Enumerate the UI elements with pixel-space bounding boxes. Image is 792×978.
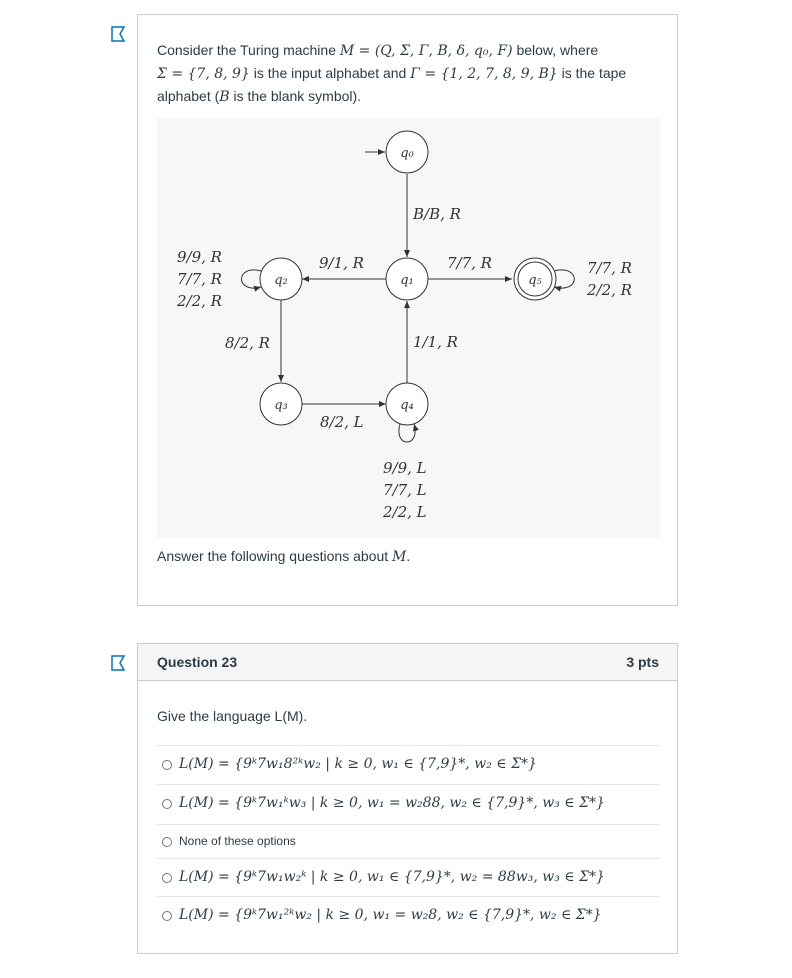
- answer-intro-segment: Answer the following questions about: [157, 548, 393, 564]
- question-card: [137, 643, 678, 954]
- turing-machine-diagram: [157, 118, 660, 538]
- radio-button[interactable]: [162, 760, 172, 770]
- intro-text-segment: below, where: [512, 42, 599, 58]
- state-q2-label: q₂: [274, 273, 288, 288]
- intro-text-segment: is the tape: [557, 65, 627, 81]
- answer-option-label: L(M) = {9ᵏ7w₁w₂ᵏ | k ≥ 0, w₁ ∈ {7,9}*, w₂ = 88w₃, w₃ ∈ Σ*}: [179, 869, 605, 885]
- answer-option[interactable]: [157, 784, 660, 824]
- intro-text: [157, 39, 657, 108]
- tape-alphabet: Γ = {1, 2, 7, 8, 9, B}: [410, 66, 558, 82]
- question-header: [138, 644, 677, 681]
- intro-text-segment: is the input alphabet and: [249, 65, 411, 81]
- answer-intro-segment: .: [406, 548, 411, 564]
- label-q5-loop: 2/2, R: [587, 281, 632, 299]
- radio-button[interactable]: [162, 837, 172, 847]
- label-q0-q1: B/B, R: [413, 205, 461, 223]
- machine-symbol: M: [392, 549, 407, 565]
- state-q3: [260, 383, 302, 425]
- bookmark-flag-icon[interactable]: [110, 655, 126, 671]
- label-q4-q1: 1/1, R: [413, 333, 458, 351]
- input-alphabet: Σ = {7, 8, 9}: [157, 66, 250, 82]
- state-q3-label: q₃: [274, 398, 288, 413]
- answer-option[interactable]: [157, 824, 660, 858]
- state-q5-label: q₅: [528, 273, 542, 288]
- answer-option-label: L(M) = {9ᵏ7w₁ᵏw₃ | k ≥ 0, w₁ = w₂88, w₂ ∈ {7,9}*, w₃ ∈ Σ*}: [179, 795, 605, 811]
- label-q4-loop: 9/9, L: [383, 459, 427, 477]
- label-q3-q4: 8/2, L: [320, 413, 364, 431]
- state-q4-label: q₄: [400, 398, 414, 413]
- intro-text-segment: Consider the Turing machine: [157, 42, 340, 58]
- label-q5-loop: 7/7, R: [587, 259, 632, 277]
- answer-option[interactable]: [157, 858, 660, 896]
- intro-text-segment: alphabet (: [157, 88, 220, 104]
- loop-q2: [242, 270, 262, 288]
- intro-text-segment: is the blank symbol).: [229, 88, 362, 104]
- state-q4: [386, 383, 428, 425]
- answer-option[interactable]: [157, 745, 660, 784]
- machine-definition: M = (Q, Σ, Γ, B, δ, q₀, F): [339, 43, 513, 59]
- loop-q4: [399, 424, 415, 442]
- state-q2: [260, 258, 302, 300]
- loop-q5: [554, 270, 574, 288]
- radio-button[interactable]: [162, 911, 172, 921]
- answer-intro-text: [157, 548, 410, 565]
- answer-option-label: L(M) = {9ᵏ7w₁²ᵏw₂ | k ≥ 0, w₁ = w₂8, w₂ ∈ {7,9}*, w₂ ∈ Σ*}: [179, 907, 602, 923]
- label-q2-loop: 7/7, R: [177, 270, 222, 288]
- answer-option-label: L(M) = {9ᵏ7w₁8²ᵏw₂ | k ≥ 0, w₁ ∈ {7,9}*, w₂ ∈ Σ*}: [179, 756, 537, 772]
- answer-option-label: None of these options: [179, 834, 296, 848]
- label-q2-loop: 9/9, R: [177, 248, 222, 266]
- label-q2-q3: 8/2, R: [225, 334, 270, 352]
- label-q4-loop: 7/7, L: [383, 481, 427, 499]
- label-q1-q5: 7/7, R: [447, 254, 492, 272]
- bookmark-flag-icon[interactable]: [110, 26, 126, 42]
- blank-symbol: B: [219, 89, 230, 105]
- question-prompt: Give the language L(M).: [157, 708, 308, 724]
- state-q0-label: q₀: [400, 146, 414, 161]
- state-q0: [386, 131, 428, 173]
- label-q1-q2: 9/1, R: [319, 254, 364, 272]
- label-q2-loop: 2/2, R: [177, 292, 222, 310]
- state-q1-label: q₁: [400, 273, 414, 288]
- answer-option[interactable]: [157, 896, 660, 936]
- state-q1: [386, 258, 428, 300]
- question-title: Question 23: [157, 654, 238, 670]
- intro-card: [137, 14, 678, 606]
- label-q4-loop: 2/2, L: [383, 503, 427, 521]
- radio-button[interactable]: [162, 799, 172, 809]
- radio-button[interactable]: [162, 873, 172, 883]
- state-q5-accepting: [514, 258, 556, 300]
- question-points: 3 pts: [626, 654, 659, 670]
